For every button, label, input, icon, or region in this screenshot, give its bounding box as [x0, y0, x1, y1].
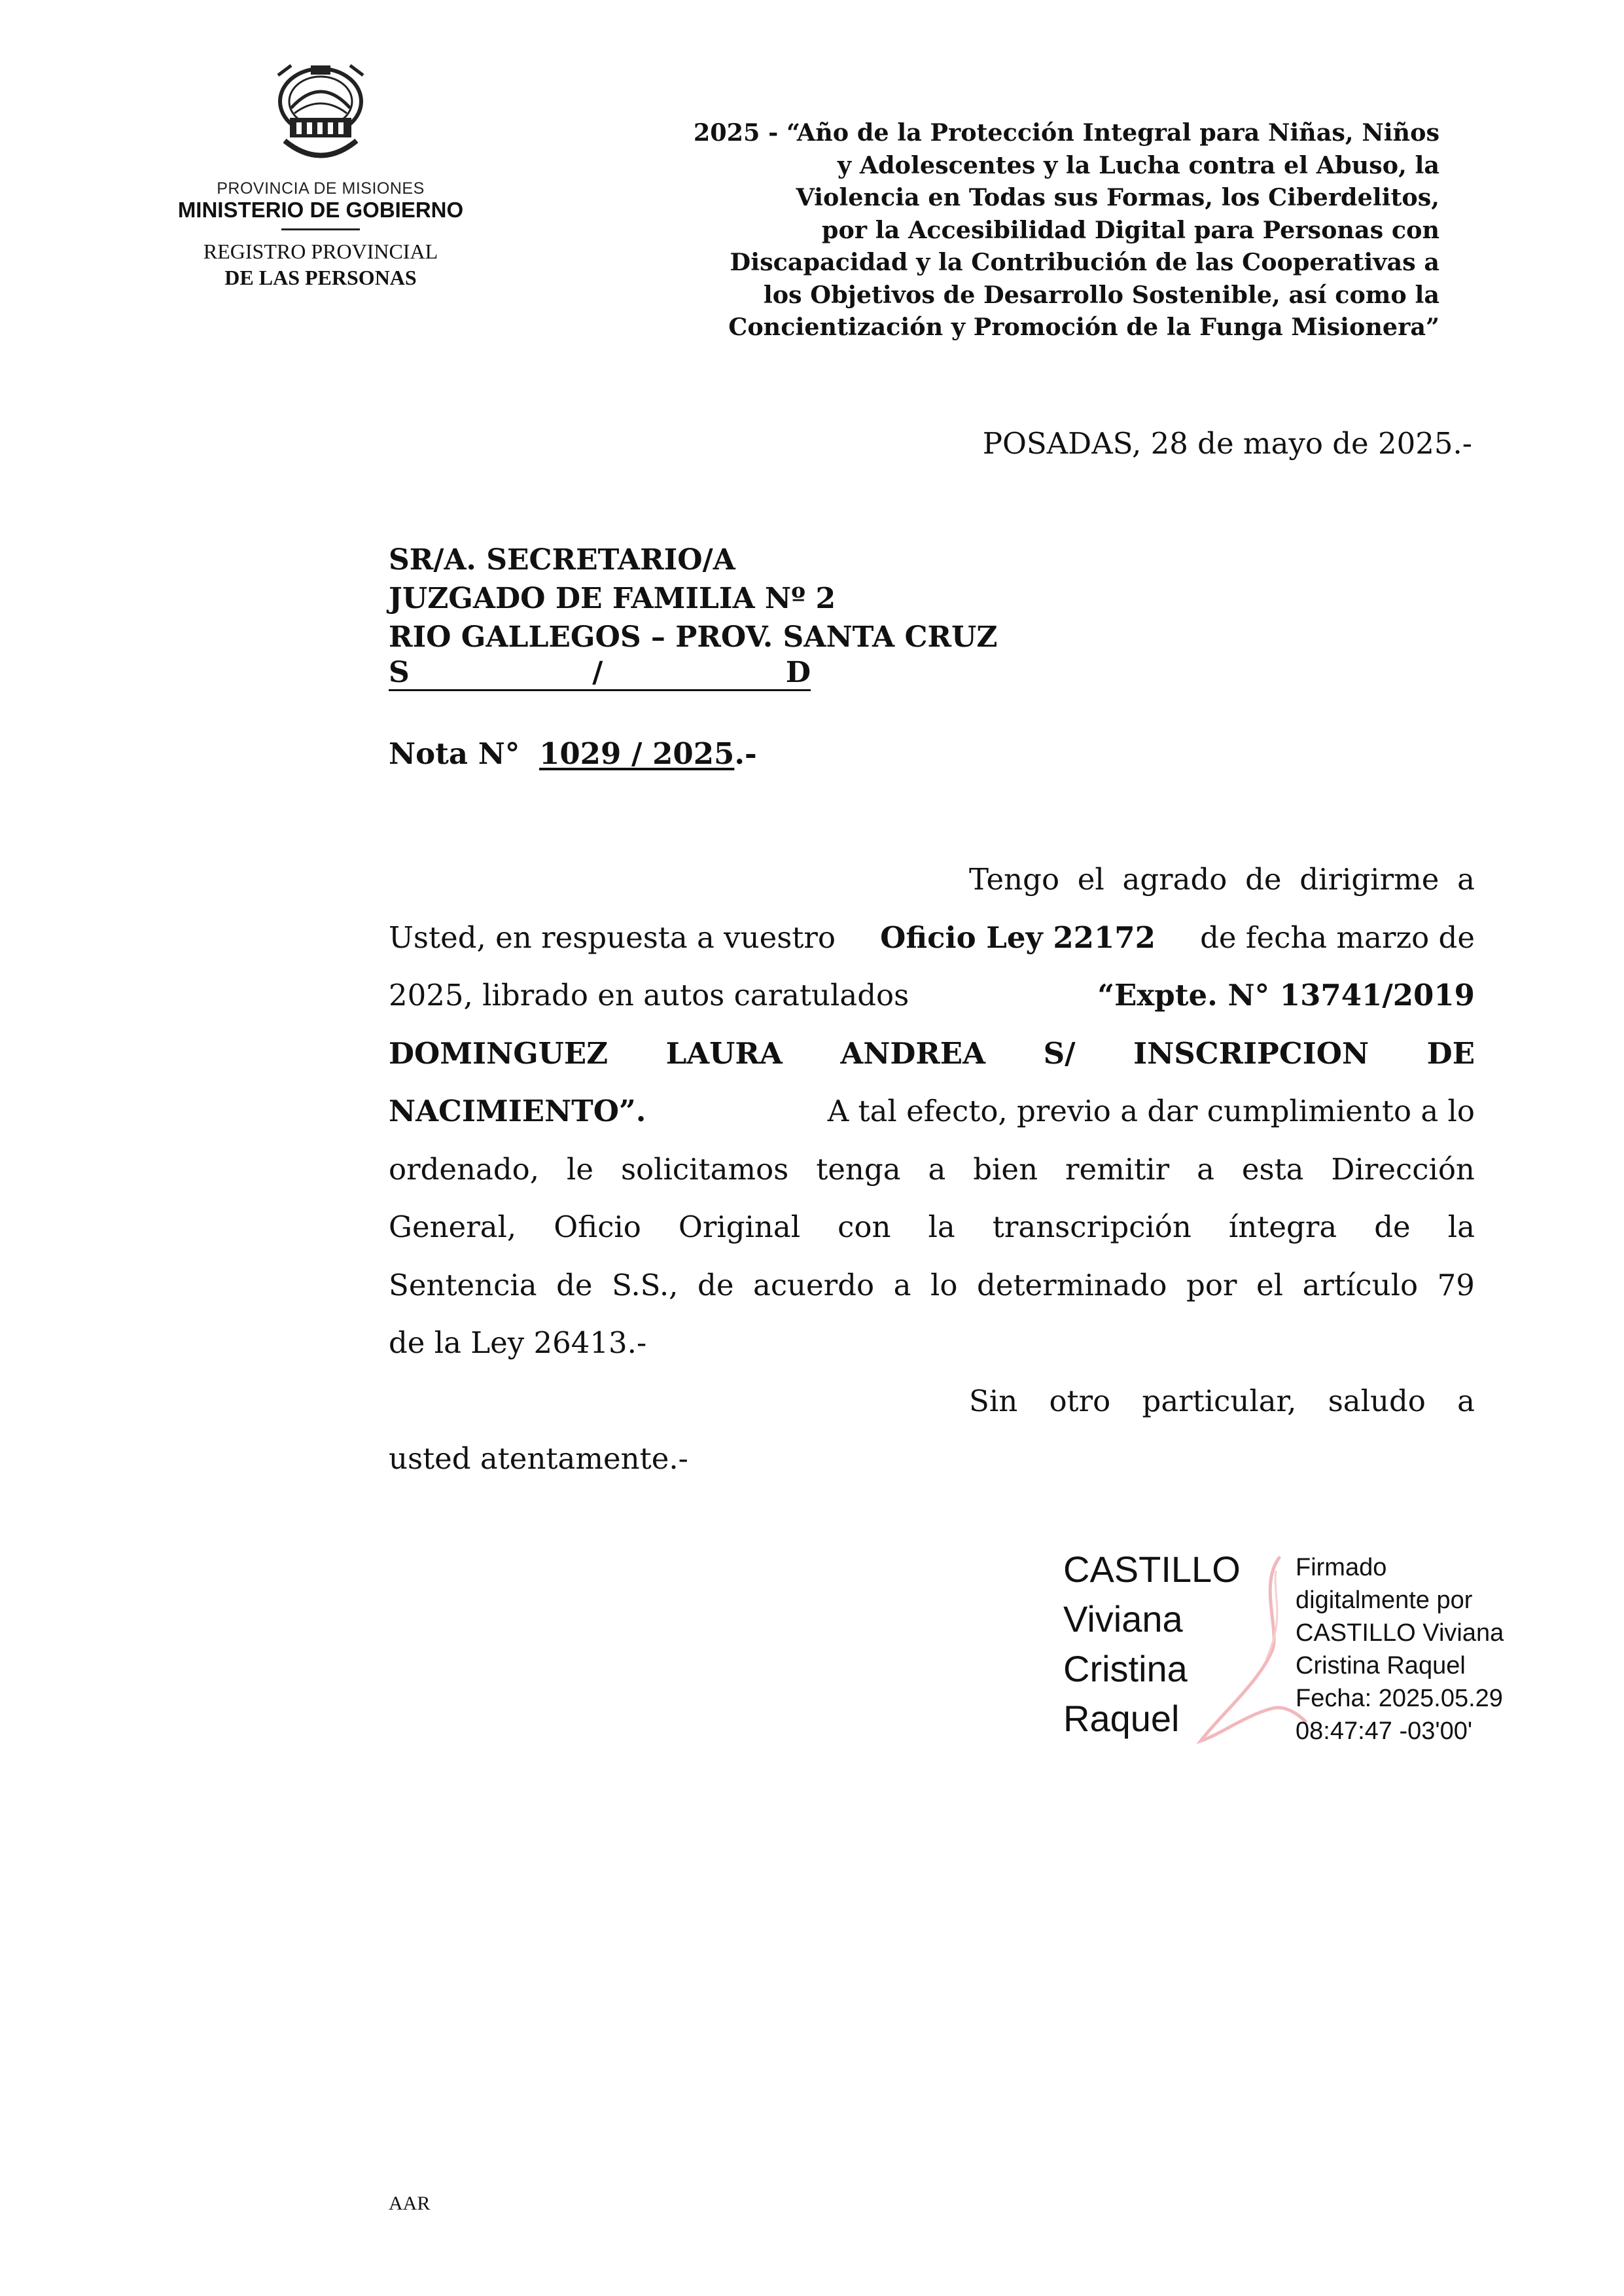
body-line	[389, 851, 1475, 909]
word: solicitamos	[620, 1151, 789, 1187]
body-text	[389, 1141, 1475, 1199]
word: remitir	[1065, 1151, 1170, 1187]
word: Original	[678, 1210, 801, 1244]
signature-meta-line: CASTILLO Viviana	[1296, 1619, 1504, 1647]
word: determinado	[977, 1267, 1167, 1302]
motto-line: los Objetivos de Desarrollo Sostenible, así como la	[763, 280, 1439, 309]
body-line	[389, 1257, 1475, 1315]
body-line	[389, 1198, 1475, 1257]
body-line	[389, 1025, 1475, 1083]
word: a	[1457, 862, 1475, 897]
body-text	[389, 1198, 1475, 1257]
body-text	[969, 851, 1475, 909]
closing-text: usted atentamente.-	[389, 1441, 688, 1476]
body-text: 2025, librado en autos caratulados	[389, 978, 909, 1013]
word: por	[1186, 1267, 1237, 1302]
signature-meta-line: Cristina Raquel	[1296, 1652, 1466, 1679]
registry-name-line1: REGISTRO PROVINCIAL	[203, 240, 438, 263]
word: la	[1447, 1210, 1475, 1244]
word: bien	[973, 1151, 1038, 1187]
word: el	[1256, 1267, 1284, 1302]
word: a	[893, 1267, 911, 1302]
word: General,	[389, 1210, 517, 1244]
provincial-seal-icon	[265, 62, 376, 177]
word: a	[1457, 1383, 1475, 1418]
word: de	[556, 1267, 593, 1302]
case-number: “Expte. N° 13741/2019	[1097, 978, 1475, 1013]
closing-text	[969, 1372, 1475, 1431]
case-title-end: NACIMIENTO”.	[389, 1094, 646, 1128]
motto-line: Discapacidad y la Contribución de las Cooperativas a	[730, 248, 1439, 276]
typist-initials: AAR	[389, 2193, 431, 2214]
word: de	[1245, 862, 1282, 897]
recipient-location: RIO GALLEGOS – PROV. SANTA CRUZ	[389, 620, 998, 654]
note-label: Nota N°	[389, 736, 520, 771]
sd-d: D	[785, 656, 811, 689]
su-despacho-line	[389, 656, 811, 691]
word: particular,	[1142, 1383, 1297, 1418]
signature-meta-line: digitalmente por	[1296, 1587, 1473, 1614]
word: le	[566, 1151, 594, 1187]
oficio-reference: Oficio Ley 22172	[880, 920, 1156, 955]
closing-line	[389, 1430, 1475, 1488]
word: Sentencia	[389, 1267, 537, 1302]
digital-signature	[1063, 1545, 1521, 1754]
word: dirigirme	[1299, 862, 1439, 897]
header-divider	[281, 228, 360, 230]
body-text: de fecha marzo de	[1200, 920, 1475, 955]
word: ANDREA	[840, 1035, 986, 1071]
body-text: de la Ley 26413.-	[389, 1325, 647, 1360]
signer-name-line: Viviana	[1063, 1598, 1183, 1640]
word: íntegra	[1228, 1210, 1337, 1244]
body-line	[389, 1141, 1475, 1199]
motto-line: por la Accesibilidad Digital para Personas con	[821, 215, 1439, 244]
body-line	[389, 1314, 1475, 1372]
word: de	[1374, 1210, 1411, 1244]
note-number-line	[389, 736, 757, 771]
body-text: Usted, en respuesta a vuestro	[389, 920, 836, 955]
word: Dirección	[1331, 1151, 1475, 1187]
signature-meta-line: 08:47:47 -03'00'	[1296, 1717, 1473, 1745]
note-number: 1029 / 2025	[539, 736, 735, 771]
motto-line: Concientización y Promoción de la Funga Misionera”	[728, 313, 1439, 341]
word: Tengo	[969, 862, 1060, 897]
motto-line: y Adolescentes y la Lucha contra el Abuso, la	[837, 151, 1439, 179]
word: agrado	[1122, 862, 1227, 897]
word: S.S.,	[612, 1267, 679, 1302]
word: acuerdo	[753, 1267, 875, 1302]
registry-name-line2: DE LAS PERSONAS	[224, 266, 417, 289]
word: Oficio	[554, 1210, 641, 1244]
recipient-court: JUZGADO DE FAMILIA Nº 2	[389, 582, 836, 615]
word: S/	[1043, 1035, 1076, 1071]
word: ordenado,	[389, 1151, 540, 1187]
institution-header	[150, 62, 491, 291]
word: LAURA	[665, 1035, 783, 1071]
ministry-name: MINISTERIO DE GOBIERNO	[177, 198, 464, 222]
case-title	[389, 1025, 1475, 1083]
body-text	[389, 1257, 1475, 1315]
signer-name-line: CASTILLO	[1063, 1549, 1241, 1590]
year-motto	[609, 117, 1439, 344]
date-line: POSADAS, 28 de mayo de 2025.-	[982, 426, 1472, 461]
word: INSCRIPCION	[1133, 1035, 1369, 1071]
word: Sin	[969, 1383, 1018, 1418]
word: tenga	[816, 1151, 901, 1187]
word: saludo	[1328, 1383, 1426, 1418]
signature-meta-line: Fecha: 2025.05.29	[1296, 1685, 1503, 1712]
sd-s: S	[389, 656, 410, 689]
motto-line: Violencia en Todas sus Formas, los Ciberdelitos,	[796, 183, 1439, 211]
word: con	[838, 1210, 891, 1244]
word: a	[1197, 1151, 1214, 1187]
province-name: PROVINCIA DE MISIONES	[217, 179, 425, 198]
letter-body	[389, 851, 1475, 1488]
word: 79	[1437, 1267, 1475, 1302]
motto-line: 2025 - “Año de la Protección Integral para Niñas, Niños	[693, 118, 1439, 147]
signature-meta-line: Firmado	[1296, 1554, 1387, 1581]
signer-name-line: Cristina	[1063, 1648, 1188, 1689]
body-line	[389, 1083, 1475, 1141]
signer-name-line: Raquel	[1063, 1698, 1180, 1739]
word: esta	[1241, 1151, 1304, 1187]
word: otro	[1049, 1383, 1111, 1418]
sd-slash: /	[592, 656, 603, 689]
word: de	[697, 1267, 734, 1302]
note-suffix: .-	[734, 736, 757, 771]
recipient-title: SR/A. SECRETARIO/A	[389, 543, 735, 577]
body-text: A tal efecto, previo a dar cumplimiento a lo	[827, 1094, 1475, 1128]
digital-signature-mark-icon	[1181, 1545, 1312, 1754]
word: a	[928, 1151, 946, 1187]
word: lo	[930, 1267, 958, 1302]
word: DOMINGUEZ	[389, 1035, 609, 1071]
word: artículo	[1302, 1267, 1419, 1302]
word: transcripción	[992, 1210, 1192, 1244]
word: el	[1077, 862, 1104, 897]
body-line	[389, 967, 1475, 1025]
recipient-block	[389, 541, 998, 691]
body-line	[389, 909, 1475, 967]
signature-metadata	[1296, 1551, 1504, 1748]
word: DE	[1426, 1035, 1475, 1071]
closing-line	[389, 1372, 1475, 1431]
word: la	[928, 1210, 955, 1244]
